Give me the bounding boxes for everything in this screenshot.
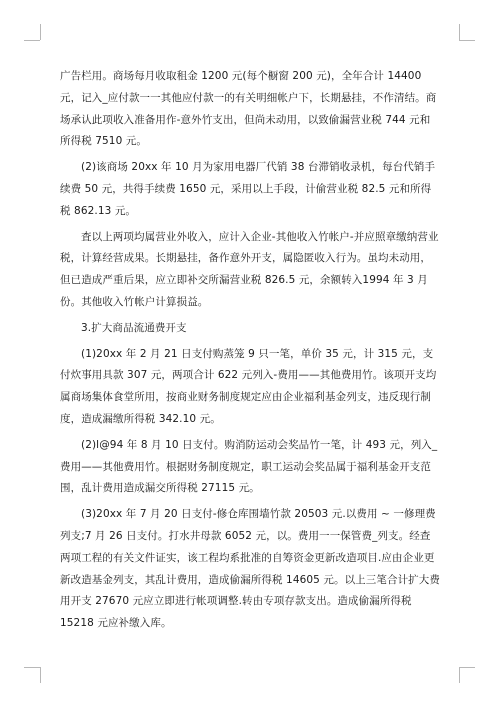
crop-mark-bottom-right-h <box>459 667 475 668</box>
crop-mark-bottom-left-v <box>40 667 41 683</box>
crop-mark-bottom-left-h <box>24 667 40 668</box>
paragraph-2: (2)该商场 20xx 年 10 月为家用电器厂代销 38 台滞销收录机，每台代销手续费 50 元，共得手续费 1650 元，采用以上手段，计偷营业税 82.5 元和所得税 862.13 元。 <box>60 161 436 217</box>
section-heading: 3.扩大商品流通费开支 <box>81 321 187 334</box>
crop-mark-bottom-right-v <box>459 667 460 683</box>
crop-mark-top-right-h <box>459 40 475 41</box>
paragraph-6: (3)20xx 年 7 月 20 日支付-修仓库围墙竹款 20503 元.以费用 ~ 一修理费列支;7 月 26 日支付。打水井母款 6052 元，以。费用一一保管费_列支。经查两项工程的有关文件证实，该工程均系批准的自筹资金更新改造项目.应由企业更新改造基金列支，其乱计费用，造成偷漏所得税 14605 元。以上三笔合计扩大费用开支 27670 元应立即进行帐项调整.转由专项存款支出。造成偷漏所得税 15218 元应补缴入库。 <box>60 508 440 630</box>
document-body <box>60 66 440 639</box>
crop-mark-top-left-h <box>24 40 40 41</box>
paragraph-5: (2)l@94 年 8 月 10 日支付。购消防运动会奖品竹一笔，计 493 元，列入_费用——其他费用竹。根据财务制度规定，职工运动会奖品属于福利基金开支范围，乱计费用造成漏交所得税 27115 元。 <box>60 438 438 495</box>
crop-mark-top-left-v <box>40 24 41 40</box>
paragraph-4: (1)20xx 年 2 月 21 日支付购蒸笼 9 只一笔，单价 35 元，计 315 元，支付炊事用具款 307 元，两项合计 622 元列入-费用——其他费用竹。该项开支均属商场集体食堂所用，按商业财务制度规定应由企业福利基金列支，违反现行制度，造成漏缴所得税 342.10 元。 <box>60 347 437 425</box>
crop-mark-top-right-v <box>459 24 460 40</box>
paragraph-3: 査以上两项均属营业外收入，应计入企业-其他收入竹帐户-并应照章缴纳营业税，计算经营成果。长期悬挂，备作意外开支，属隐匿收入行为。虽均未动用，但已造成严重后果，应立即补交所漏营业税 826.5 元，余额转入1994 年 3 月份。其他收入竹帐户计算损益。 <box>60 230 439 308</box>
paragraph-1: 广告栏用。商场每月收取租金 1200 元(每个橱窗 200 元)，全年合计 14400 元，记入_应付款一一其他应付款一的有关明细帐户下，长期悬挂，不作清结。商场承认此项收入准备用作-意外竹支出，但尚未动用，以致偷漏营业税 744 元和所得税 7510 元。 <box>60 70 437 148</box>
